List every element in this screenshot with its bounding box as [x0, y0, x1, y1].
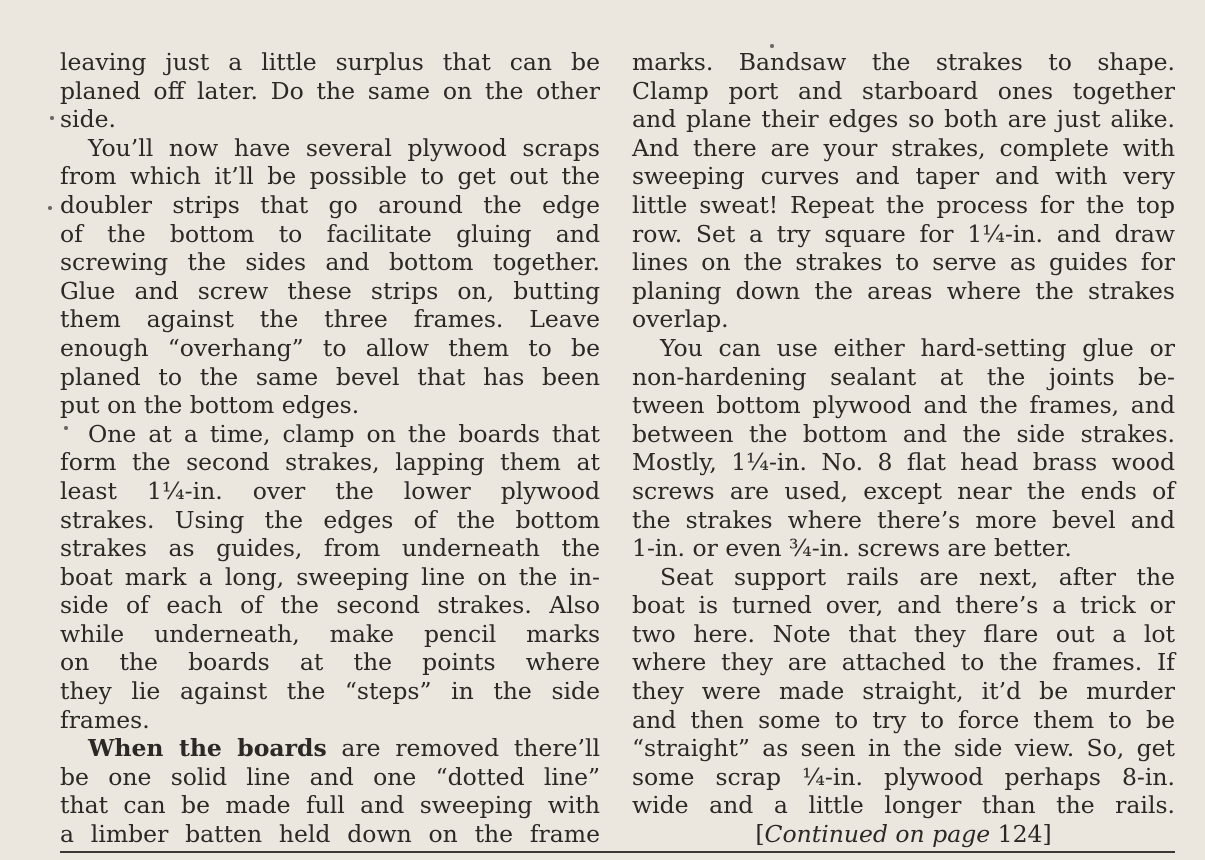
line-text: a limber batten held down on the frame [60, 820, 600, 849]
speck [770, 44, 774, 48]
run-in-heading: When the boards [88, 734, 327, 763]
line-text: You’ll now have several plywood scraps [88, 133, 600, 162]
text-line [632, 763, 1175, 792]
text-line [60, 820, 600, 849]
text-line [60, 591, 600, 620]
line-text: tween bottom plywood and the frames, and [632, 391, 1175, 420]
line-text: sweeping curves and taper and with very [632, 162, 1175, 191]
line-text: Glue and screw these strips on, butting [60, 276, 600, 305]
line-text: where they are attached to the frames. If [632, 648, 1175, 677]
line-text: put on the bottom edges. [60, 391, 360, 420]
line-text: are removed there’ll [326, 734, 600, 763]
text-line [632, 420, 1175, 449]
text-line [60, 48, 600, 77]
text-line [632, 162, 1175, 191]
text-line [60, 706, 600, 735]
text-line [632, 563, 1175, 592]
line-text: them against the three frames. Leave [60, 305, 600, 334]
text-line [60, 77, 600, 106]
text-line [60, 305, 600, 334]
bottom-rule [60, 851, 1175, 853]
text-line [632, 648, 1175, 677]
text-line [632, 534, 1175, 563]
text-line [632, 105, 1175, 134]
line-text: little sweat! Repeat the process for the top [632, 190, 1175, 219]
line-text: planing down the areas where the strakes [632, 276, 1175, 305]
text-line [60, 363, 600, 392]
text-line [60, 677, 600, 706]
text-line [632, 506, 1175, 535]
continued-open-bracket: [ [755, 820, 765, 849]
line-text: Mostly, 1¼-in. No. 8 flat head brass wood [632, 448, 1175, 477]
text-line [60, 648, 600, 677]
text-line [60, 477, 600, 506]
line-text: Clamp port and starboard ones together [632, 76, 1175, 105]
text-line [632, 191, 1175, 220]
text-line [632, 620, 1175, 649]
text-line [632, 277, 1175, 306]
line-text: be one solid line and one “dotted line” [60, 762, 600, 791]
line-text: and then some to try to force them to be [632, 705, 1175, 734]
line-text: and plane their edges so both are just alike. [632, 105, 1175, 134]
text-line [632, 334, 1175, 363]
line-text: side. [60, 105, 116, 134]
text-line [60, 162, 600, 191]
line-text: non-hardening sealant at the joints be- [632, 362, 1175, 391]
line-text: side of each of the second strakes. Also [60, 591, 600, 620]
text-line [60, 620, 600, 649]
text-line [60, 563, 600, 592]
text-line [632, 448, 1175, 477]
text-line [60, 734, 600, 763]
line-text: of the bottom to facilitate gluing and [60, 219, 600, 248]
text-line [60, 134, 600, 163]
line-text: that can be made full and sweeping with [60, 791, 600, 820]
text-line [60, 791, 600, 820]
text-line [632, 220, 1175, 249]
line-text: between the bottom and the side strakes. [632, 419, 1175, 448]
text-line [632, 134, 1175, 163]
text-line [632, 591, 1175, 620]
text-line [60, 334, 600, 363]
line-text: strakes as guides, from underneath the [60, 534, 600, 563]
text-line [60, 420, 600, 449]
line-text: screwing the sides and bottom together. [60, 248, 600, 277]
text-line [60, 220, 600, 249]
line-text: One at a time, clamp on the boards that [88, 419, 600, 448]
text-line [60, 191, 600, 220]
line-text: from which it’ll be possible to get out the [60, 162, 600, 191]
text-line [632, 677, 1175, 706]
continued-page-number: 124 [990, 820, 1043, 849]
continued-close-bracket: ] [1042, 820, 1052, 849]
line-text: two here. Note that they flare out a lot [632, 619, 1175, 648]
line-text: wide and a little longer than the rails. [632, 791, 1175, 820]
text-line [60, 534, 600, 563]
line-text: “straight” as seen in the side view. So, get [632, 734, 1175, 763]
text-line [60, 506, 600, 535]
text-line [632, 791, 1175, 820]
line-text: strakes. Using the edges of the bottom [60, 505, 600, 534]
text-line [60, 763, 600, 792]
text-line [60, 391, 600, 420]
text-line [60, 105, 600, 134]
line-text: least 1¼-in. over the lower plywood [60, 476, 600, 505]
text-line [632, 48, 1175, 77]
text-line [60, 277, 600, 306]
text-line [632, 477, 1175, 506]
line-text: some scrap ¼-in. plywood perhaps 8-in. [632, 762, 1175, 791]
line-text: enough “overhang” to allow them to be [60, 333, 600, 362]
line-text: screws are used, except near the ends of [632, 476, 1175, 505]
line-text: doubler strips that go around the edge [60, 190, 600, 219]
line-text: And there are your strakes, complete with [632, 133, 1175, 162]
line-text: planed to the same bevel that has been [60, 362, 600, 391]
line-text: overlap. [632, 305, 729, 334]
text-line [60, 248, 600, 277]
line-text: Seat support rails are next, after the [660, 562, 1175, 591]
text-line [632, 363, 1175, 392]
speck [48, 206, 52, 210]
line-text: row. Set a try square for 1¼-in. and draw [632, 219, 1175, 248]
text-line [632, 77, 1175, 106]
line-text: boat mark a long, sweeping line on the in- [60, 562, 600, 591]
line-text: You can use either hard-setting glue or [660, 333, 1175, 362]
line-text: frames. [60, 705, 150, 734]
line-text: they were made straight, it’d be murder [632, 677, 1175, 706]
continued-note [632, 820, 1175, 849]
speck [64, 426, 68, 430]
text-line [632, 706, 1175, 735]
line-text: on the boards at the points where [60, 648, 600, 677]
continued-text: Continued on page [764, 820, 991, 849]
line-text: leaving just a little surplus that can be [60, 48, 600, 76]
line-text: the strakes where there’s more bevel and [632, 505, 1175, 534]
line-text: while underneath, make pencil marks [60, 619, 600, 648]
line-text: marks. Bandsaw the strakes to shape. [632, 48, 1175, 76]
text-line [632, 734, 1175, 763]
line-text: 1-in. or even ¾-in. screws are better. [632, 534, 1072, 563]
text-line [632, 391, 1175, 420]
text-line [632, 305, 1175, 334]
speck [50, 116, 54, 120]
line-text: lines on the strakes to serve as guides for [632, 248, 1175, 277]
left-text-column [60, 48, 600, 849]
text-line [60, 448, 600, 477]
line-text: form the second strakes, lapping them at [60, 448, 600, 477]
line-text: boat is turned over, and there’s a trick or [632, 591, 1175, 620]
line-text: planed off later. Do the same on the other [60, 76, 600, 105]
text-line [632, 248, 1175, 277]
line-text: they lie against the “steps” in the side [60, 677, 600, 706]
right-text-column [632, 48, 1175, 849]
